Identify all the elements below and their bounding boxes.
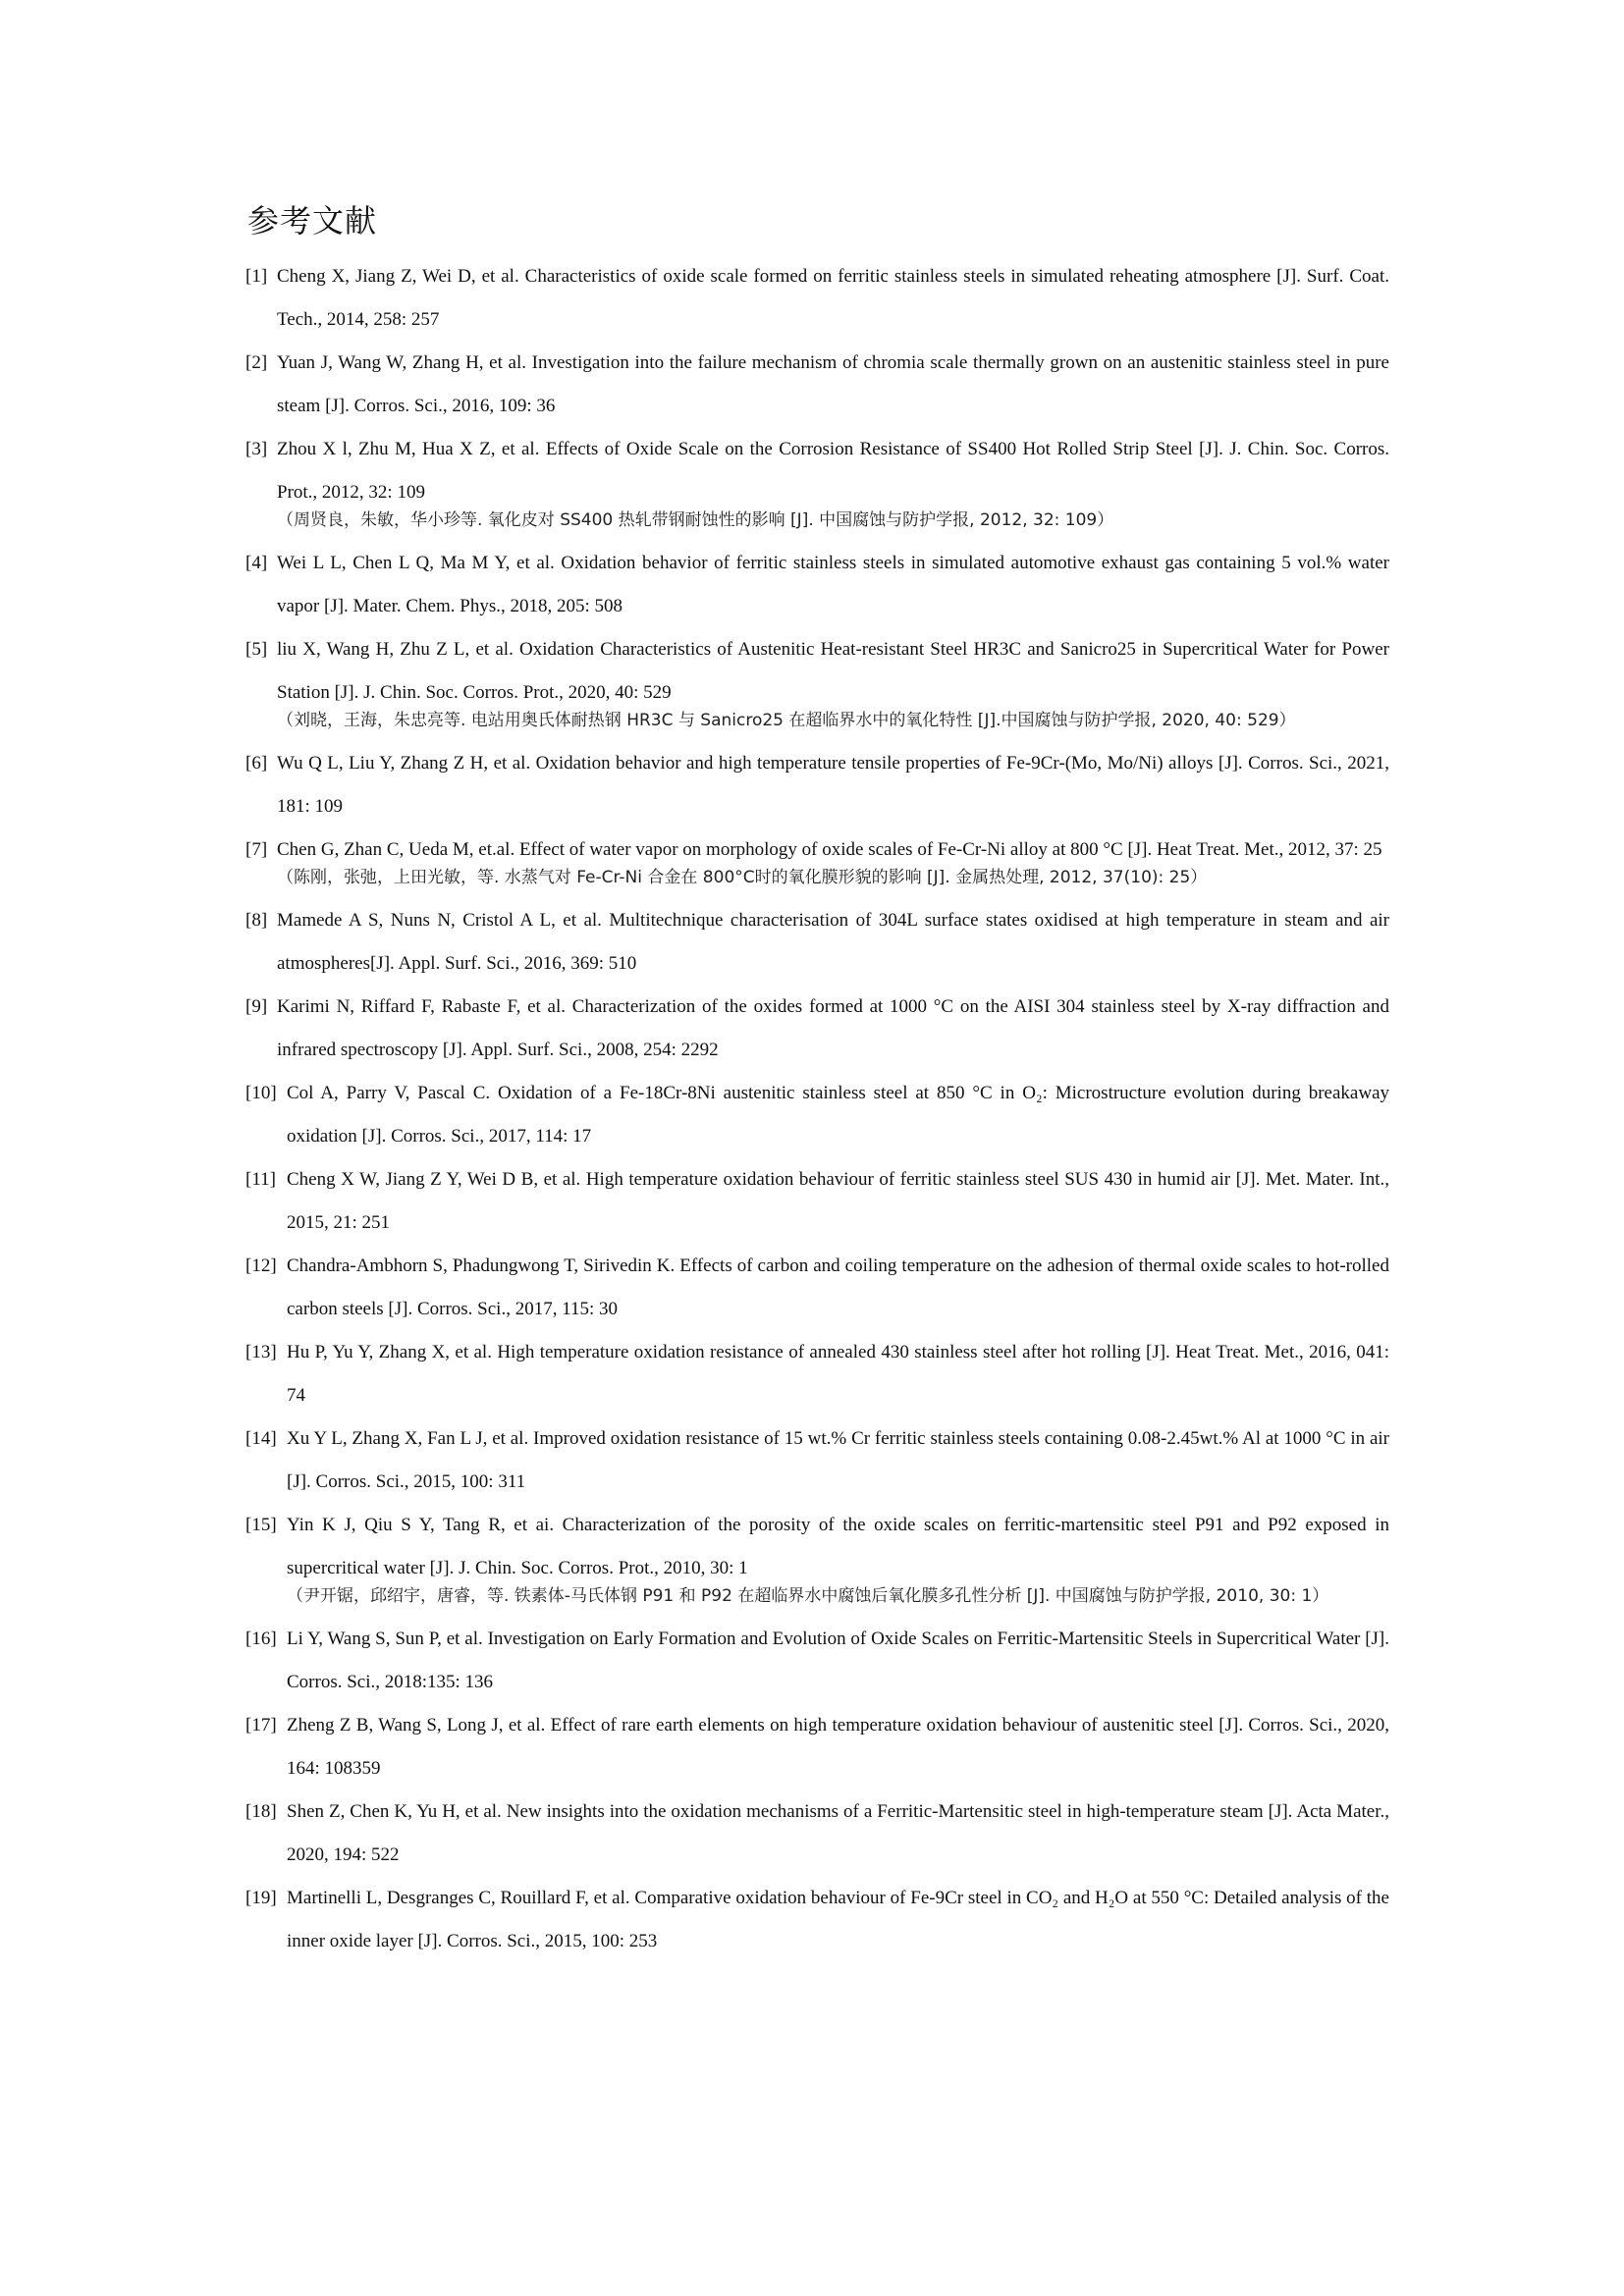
reference-item bbox=[245, 1790, 1389, 1877]
reference-text: Xu Y L, Zhang X, Fan L J, et al. Improved oxidation resistance of 15 wt.% Cr ferritic stainless steels containing 0.08-2.45wt.% Al at 1000 °C in air [J]. Corros. Sci., 2015, 100: 311 bbox=[287, 1428, 1389, 1492]
reference-number: [9] bbox=[245, 996, 268, 1017]
reference-text: Karimi N, Riffard F, Rabaste F, et al. Characterization of the oxides formed at 1000 °C on the AISI 304 stainless steel by X-ray diffraction and infrared spectroscopy [J]. Appl. Surf. Sci., 2008, 254: 2292 bbox=[277, 996, 1389, 1060]
reference-number: [2] bbox=[245, 352, 268, 373]
reference-number: [13] bbox=[245, 1342, 277, 1362]
reference-text: Martinelli L, Desgranges C, Rouillard F, et al. Comparative oxidation behaviour of Fe-9Cr steel in CO₂ and H₂O at 550 °C: Detailed analysis of the inner oxide layer [J]. Corros. Sci., 2015, 100: 253 bbox=[287, 1888, 1389, 1951]
reference-number: [8] bbox=[245, 910, 268, 931]
reference-item bbox=[245, 1331, 1389, 1417]
reference-item bbox=[245, 1618, 1389, 1704]
reference-text: Li Y, Wang S, Sun P, et al. Investigation on Early Formation and Evolution of Oxide Scales on Ferritic-Martensitic Steels in Supercritical Water [J]. Corros. Sci., 2018:135: 136 bbox=[287, 1629, 1389, 1692]
reference-item bbox=[245, 342, 1389, 428]
reference-number: [15] bbox=[245, 1515, 277, 1535]
reference-text: Yin K J, Qiu S Y, Tang R, et ai. Characterization of the porosity of the oxide scales on ferritic-martensitic steel P91 and P92 exposed in supercritical water [J]. J. Chin. Soc. Corros. Prot., 2010, 30: 1 bbox=[287, 1515, 1389, 1578]
reference-text: Zheng Z B, Wang S, Long J, et al. Effect of rare earth elements on high temperature oxidation behaviour of austenitic steel [J]. Corros. Sci., 2020, 164: 108359 bbox=[287, 1715, 1389, 1779]
reference-text: Zhou X l, Zhu M, Hua X Z, et al. Effects of Oxide Scale on the Corrosion Resistance of SS400 Hot Rolled Strip Steel [J]. J. Chin. Soc. Corros. Prot., 2012, 32: 109 bbox=[277, 439, 1389, 503]
reference-number: [19] bbox=[245, 1888, 277, 1908]
reference-item bbox=[245, 1072, 1389, 1158]
reference-number: [4] bbox=[245, 553, 268, 573]
references-page bbox=[245, 196, 1389, 1963]
reference-number: [18] bbox=[245, 1801, 277, 1822]
reference-item bbox=[245, 986, 1389, 1072]
reference-item bbox=[245, 1877, 1389, 1963]
reference-chinese-translation: （刘晓，王海，朱忠亮等. 电站用奥氏体耐热钢 HR3C 与 Sanicro25 在超临界水中的氧化特性 [J].中国腐蚀与防护学报, 2020, 40: 529） bbox=[277, 711, 1296, 730]
reference-text: Hu P, Yu Y, Zhang X, et al. High temperature oxidation resistance of annealed 430 stainless steel after hot rolling [J]. Heat Treat. Met., 2016, 041: 74 bbox=[287, 1342, 1389, 1406]
reference-text: Cheng X, Jiang Z, Wei D, et al. Characteristics of oxide scale formed on ferritic stainless steels in simulated reheating atmosphere [J]. Surf. Coat. Tech., 2014, 258: 257 bbox=[277, 266, 1389, 330]
reference-number: [10] bbox=[245, 1083, 277, 1103]
reference-item bbox=[245, 428, 1389, 534]
reference-number: [6] bbox=[245, 753, 268, 774]
reference-text: Wu Q L, Liu Y, Zhang Z H, et al. Oxidation behavior and high temperature tensile properties of Fe-9Cr-(Mo, Mo/Ni) alloys [J]. Corros. Sci., 2021, 181: 109 bbox=[277, 753, 1389, 817]
reference-text: Mamede A S, Nuns N, Cristol A L, et al. Multitechnique characterisation of 304L surface states oxidised at high temperature in steam and air atmospheres[J]. Appl. Surf. Sci., 2016, 369: 510 bbox=[277, 910, 1389, 974]
reference-text: Wei L L, Chen L Q, Ma M Y, et al. Oxidation behavior of ferritic stainless steels in simulated automotive exhaust gas containing 5 vol.% water vapor [J]. Mater. Chem. Phys., 2018, 205: 508 bbox=[277, 553, 1389, 616]
reference-text: Yuan J, Wang W, Zhang H, et al. Investigation into the failure mechanism of chromia scale thermally grown on an austenitic stainless steel in pure steam [J]. Corros. Sci., 2016, 109: 36 bbox=[277, 352, 1389, 416]
reference-item bbox=[245, 742, 1389, 828]
reference-number: [16] bbox=[245, 1629, 277, 1649]
reference-item bbox=[245, 1504, 1389, 1610]
reference-text: Shen Z, Chen K, Yu H, et al. New insights into the oxidation mechanisms of a Ferritic-Martensitic steel in high-temperature steam [J]. Acta Mater., 2020, 194: 522 bbox=[287, 1801, 1389, 1865]
reference-item bbox=[245, 1417, 1389, 1504]
reference-chinese-translation: （陈刚，张弛，上田光敏，等. 水蒸气对 Fe-Cr-Ni 合金在 800°C时的氧化膜形貌的影响 [J]. 金属热处理, 2012, 37(10): 25） bbox=[277, 868, 1208, 887]
reference-number: [1] bbox=[245, 266, 268, 287]
section-heading: 参考文献 bbox=[247, 202, 378, 240]
reference-item bbox=[245, 628, 1389, 734]
reference-number: [12] bbox=[245, 1255, 277, 1276]
reference-number: [5] bbox=[245, 639, 268, 660]
reference-number: [3] bbox=[245, 439, 268, 459]
reference-number: [11] bbox=[245, 1169, 276, 1190]
reference-text: liu X, Wang H, Zhu Z L, et al. Oxidation Characteristics of Austenitic Heat-resistant Steel HR3C and Sanicro25 in Supercritical Water for Power Station [J]. J. Chin. Soc. Corros. Prot., 2020, 40: 529 bbox=[277, 639, 1389, 703]
reference-chinese-translation: （周贤良，朱敏，华小珍等. 氧化皮对 SS400 热轧带钢耐蚀性的影响 [J]. 中国腐蚀与防护学报, 2012, 32: 109） bbox=[277, 510, 1114, 530]
reference-list bbox=[245, 255, 1389, 1963]
reference-text: Col A, Parry V, Pascal C. Oxidation of a Fe-18Cr-8Ni austenitic stainless steel at 850 °C in O₂: Microstructure evolution during breakaway oxidation [J]. Corros. Sci., 2017, 114: 17 bbox=[287, 1083, 1389, 1147]
reference-text: Chen G, Zhan C, Ueda M, et.al. Effect of water vapor on morphology of oxide scales of Fe-Cr-Ni alloy at 800 °C [J]. Heat Treat. Met., 2012, 37: 25 bbox=[277, 839, 1382, 860]
reference-item bbox=[245, 1245, 1389, 1331]
reference-number: [7] bbox=[245, 839, 268, 860]
reference-chinese-translation: （尹开锯，邱绍宇，唐睿，等. 铁素体-马氏体钢 P91 和 P92 在超临界水中腐蚀后氧化膜多孔性分析 [J]. 中国腐蚀与防护学报, 2010, 30: 1） bbox=[287, 1586, 1329, 1606]
reference-item bbox=[245, 1158, 1389, 1245]
reference-text: Chandra-Ambhorn S, Phadungwong T, Sirivedin K. Effects of carbon and coiling temperature on the adhesion of thermal oxide scales to hot-rolled carbon steels [J]. Corros. Sci., 2017, 115: 30 bbox=[287, 1255, 1389, 1319]
reference-item bbox=[245, 542, 1389, 628]
reference-item bbox=[245, 899, 1389, 986]
reference-number: [14] bbox=[245, 1428, 277, 1449]
reference-number: [17] bbox=[245, 1715, 277, 1735]
reference-item bbox=[245, 828, 1389, 891]
reference-text: Cheng X W, Jiang Z Y, Wei D B, et al. High temperature oxidation behaviour of ferritic stainless steel SUS 430 in humid air [J]. Met. Mater. Int., 2015, 21: 251 bbox=[287, 1169, 1389, 1233]
reference-item bbox=[245, 255, 1389, 342]
reference-item bbox=[245, 1704, 1389, 1790]
